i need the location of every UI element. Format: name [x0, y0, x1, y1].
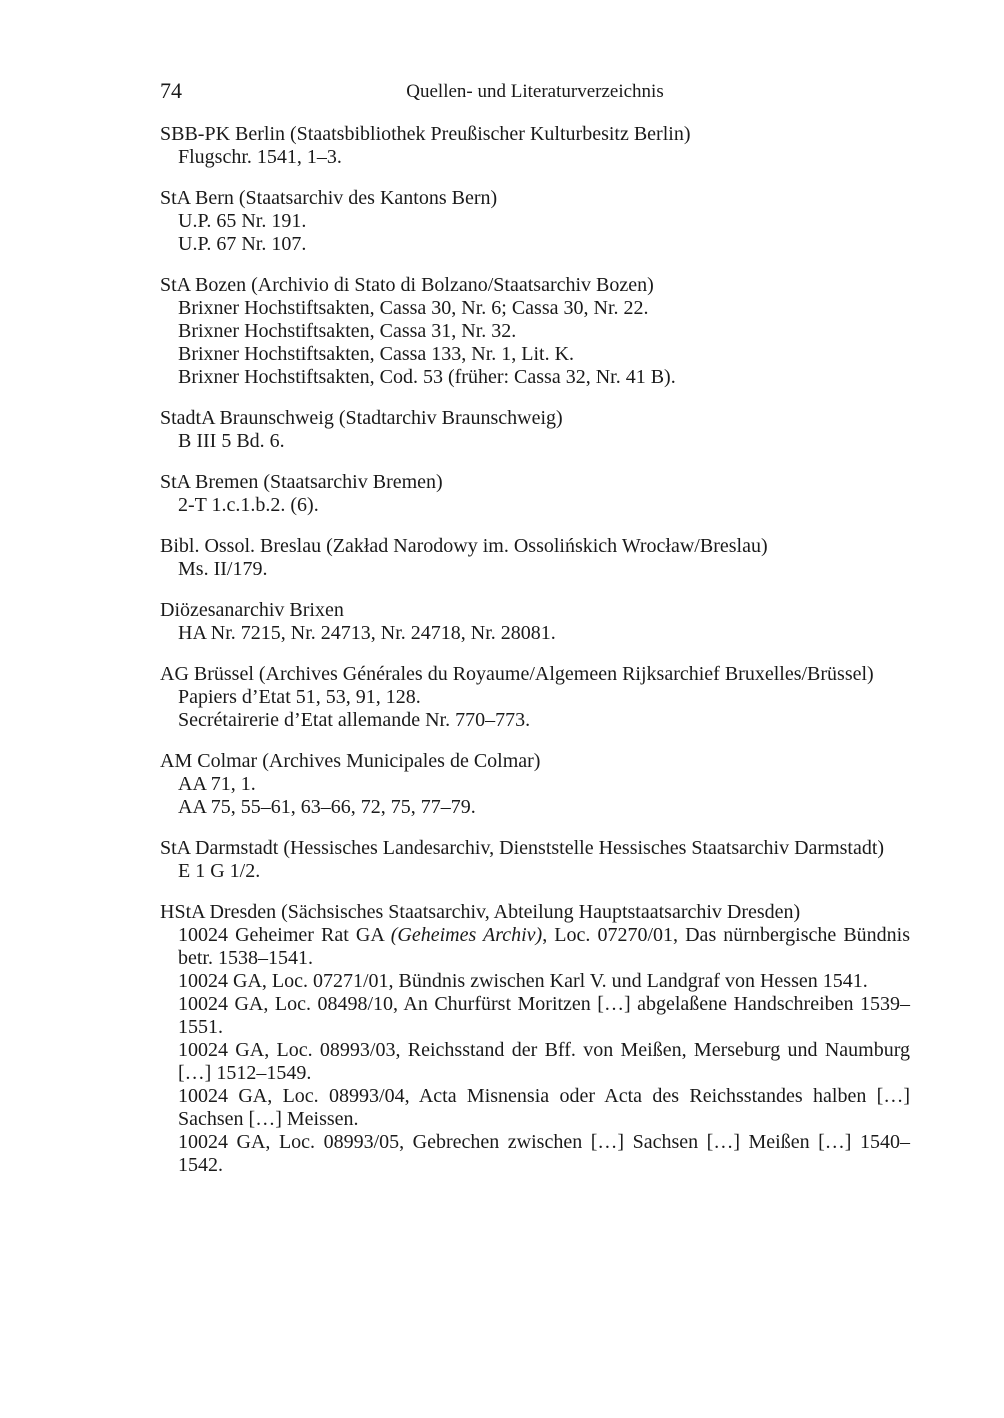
- entry-title: StadtA Braunschweig (Stadtarchiv Braunschweig): [160, 407, 563, 429]
- archive-entry: [160, 663, 910, 732]
- entry-title: StA Bremen (Staatsarchiv Bremen): [160, 471, 443, 493]
- entry-title: Bibl. Ossol. Breslau (Zakład Narodowy im. Ossolińskich Wrocław/Breslau): [160, 535, 768, 557]
- entry-item: Secrétairerie d’Etat allemande Nr. 770–773.: [178, 709, 531, 731]
- entry-item: HA Nr. 7215, Nr. 24713, Nr. 24718, Nr. 28081.: [178, 622, 556, 644]
- entry-title: StA Bern (Staatsarchiv des Kantons Bern): [160, 187, 498, 209]
- entry-item: Ms. II/179.: [178, 558, 268, 580]
- entry-title: HStA Dresden (Sächsisches Staatsarchiv, Abteilung Hauptstaatsarchiv Dresden): [160, 901, 801, 923]
- entry-title: StA Darmstadt (Hessisches Landesarchiv, Dienststelle Hessisches Staatsarchiv Darmstadt): [160, 837, 885, 859]
- entry-item: U.P. 65 Nr. 191.: [178, 210, 307, 232]
- bibliography-list: [160, 123, 910, 1195]
- archive-entry: [160, 274, 910, 389]
- item-italic-text: (Geheimes Archiv): [390, 924, 543, 946]
- archive-entry: [160, 901, 910, 1177]
- archive-entry: [160, 123, 910, 169]
- entry-item: AA 75, 55–61, 63–66, 72, 75, 77–79.: [178, 796, 476, 818]
- entry-title: Diözesanarchiv Brixen: [160, 599, 344, 621]
- entry-item: Flugschr. 1541, 1–3.: [178, 146, 342, 168]
- item-text: 10024 Geheimer Rat GA: [178, 924, 391, 946]
- entry-item: 10024 GA, Loc. 08993/05, Gebrechen zwischen […] Sachsen […] Meißen […] 1540–1542.: [178, 1131, 910, 1176]
- archive-entry: [160, 599, 910, 645]
- entry-item: 10024 GA, Loc. 07271/01, Bündnis zwischen Karl V. und Landgraf von Hessen 1541.: [178, 970, 868, 992]
- entry-title: StA Bozen (Archivio di Stato di Bolzano/Staatsarchiv Bozen): [160, 274, 654, 296]
- archive-entry: [160, 471, 910, 517]
- entry-item: Papiers d’Etat 51, 53, 91, 128.: [178, 686, 421, 708]
- entry-item: Brixner Hochstiftsakten, Cassa 31, Nr. 32.: [178, 320, 517, 342]
- running-title: Quellen- und Literaturverzeichnis: [406, 81, 664, 102]
- page-header: [160, 78, 910, 106]
- entry-item: U.P. 67 Nr. 107.: [178, 233, 307, 255]
- archive-entry: [160, 750, 910, 819]
- entry-item: AA 71, 1.: [178, 773, 256, 795]
- entry-item: 10024 GA, Loc. 08498/10, An Churfürst Moritzen […] abgelaßene Handschreiben 1539–1551.: [178, 993, 910, 1038]
- archive-entry: [160, 187, 910, 256]
- entry-title: AM Colmar (Archives Municipales de Colmar): [160, 750, 541, 772]
- entry-item: Brixner Hochstiftsakten, Cod. 53 (früher: Cassa 32, Nr. 41 B).: [178, 366, 676, 388]
- archive-entry: [160, 837, 910, 883]
- entry-item: Brixner Hochstiftsakten, Cassa 30, Nr. 6; Cassa 30, Nr. 22.: [178, 297, 649, 319]
- entry-item: Brixner Hochstiftsakten, Cassa 133, Nr. 1, Lit. K.: [178, 343, 575, 365]
- entry-item: 10024 GA, Loc. 08993/03, Reichsstand der Bff. von Meißen, Merseburg und Naumburg […] 1512–1549.: [178, 1039, 910, 1084]
- entry-item: [160, 924, 910, 970]
- entry-item: 10024 GA, Loc. 08993/04, Acta Misnensia oder Acta des Reichsstandes halben […] Sachsen […] Meissen.: [178, 1085, 910, 1130]
- page-number: 74: [160, 78, 182, 103]
- archive-entry: [160, 407, 910, 453]
- entry-item: 2-T 1.c.1.b.2. (6).: [178, 494, 319, 516]
- entry-item: E 1 G 1/2.: [178, 860, 261, 882]
- entry-item: B III 5 Bd. 6.: [178, 430, 285, 452]
- entry-title: SBB-PK Berlin (Staatsbibliothek Preußischer Kulturbesitz Berlin): [160, 123, 691, 145]
- item-text: , Loc. 07270/01, Das nürnbergische Bündnis betr. 1538–1541.: [178, 924, 910, 969]
- entry-title: AG Brüssel (Archives Générales du Royaume/Algemeen Rijksarchief Bruxelles/Brüssel): [160, 663, 874, 685]
- archive-entry: [160, 535, 910, 581]
